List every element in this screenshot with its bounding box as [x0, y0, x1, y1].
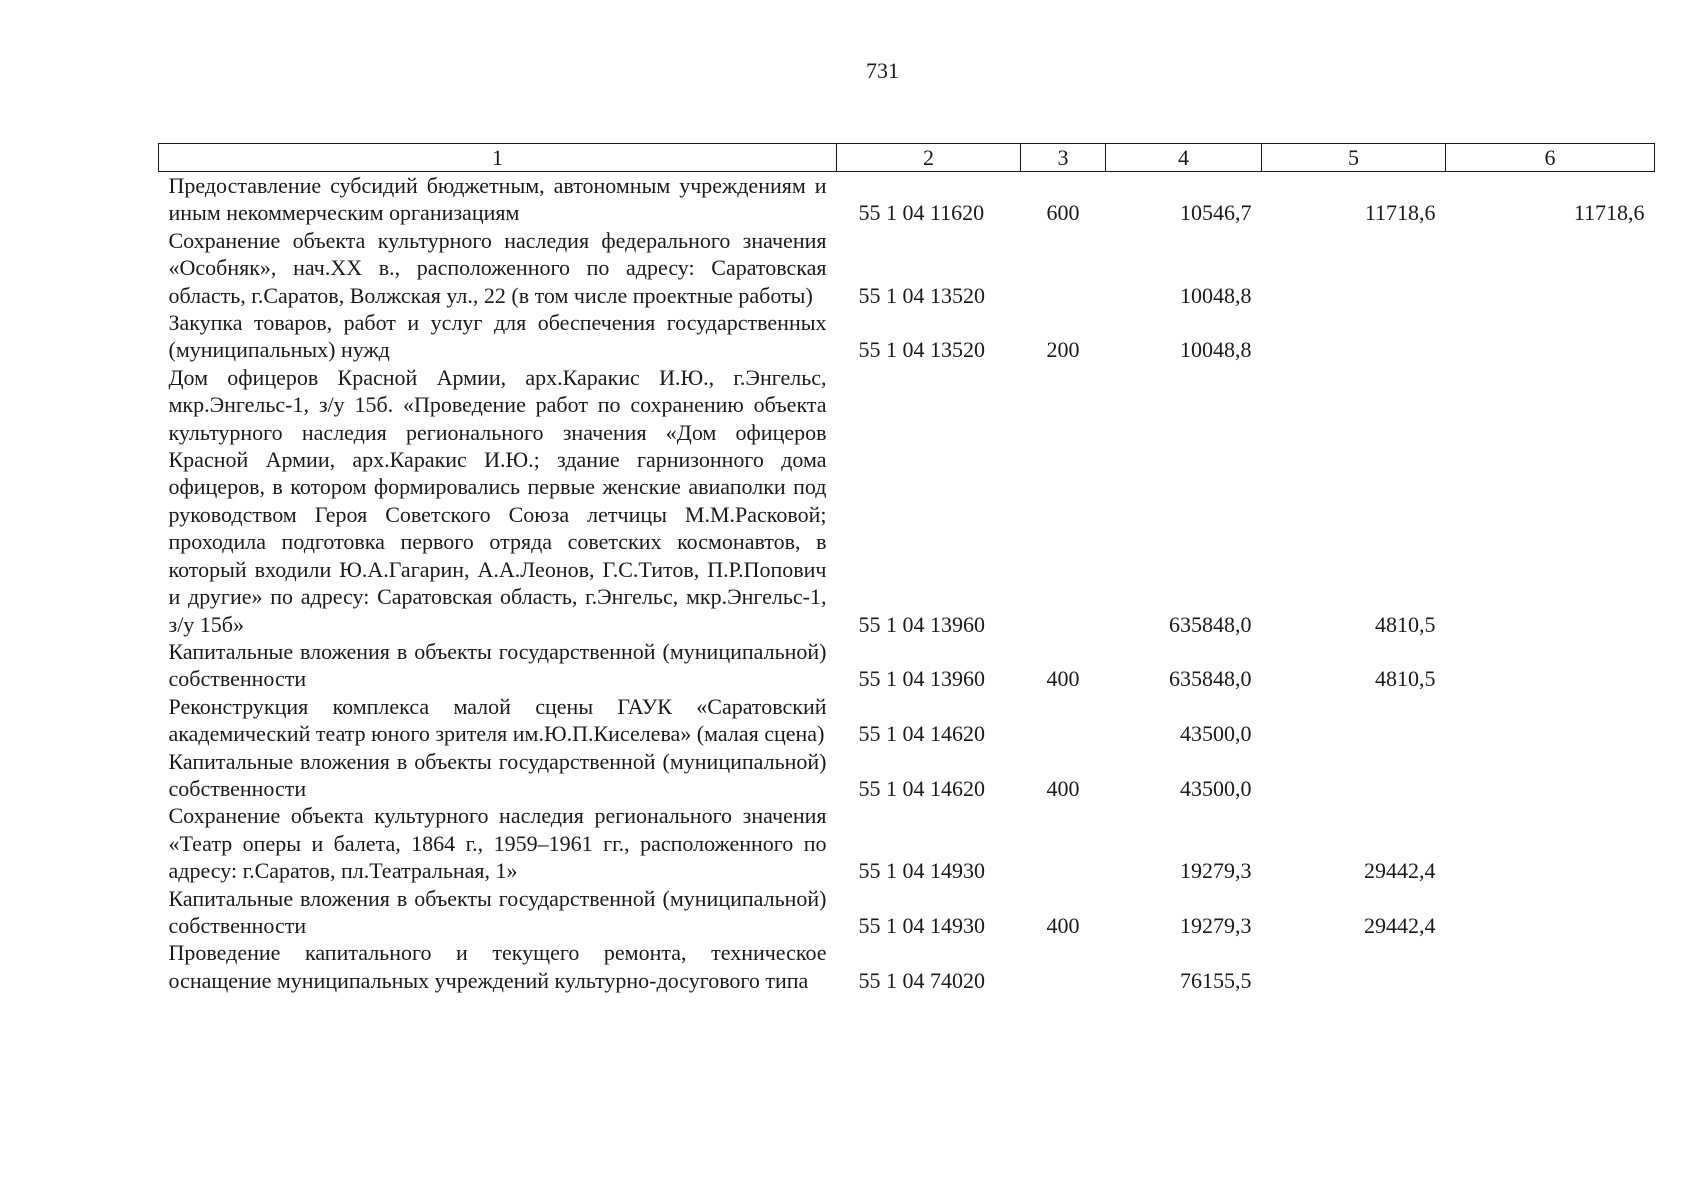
row-code: 55 1 04 11620	[858, 200, 985, 226]
row-value-4: 43500,0	[1180, 775, 1252, 801]
row-value-6	[1446, 748, 1655, 803]
table-row	[159, 364, 1655, 638]
table-body	[159, 172, 1655, 995]
header-col-1: 1	[159, 144, 837, 172]
row-value-6	[1446, 638, 1655, 693]
row-value-6	[1446, 802, 1655, 884]
row-description: Реконструкция комплекса малой сцены ГАУК «Саратовский академический театр юного зрителя им.Ю.П.Киселева» (малая сцена)	[168, 693, 827, 747]
row-value-5: 29442,4	[1364, 912, 1436, 938]
row-description: Дом офицеров Красной Армии, арх.Каракис И.Ю., г.Энгельс, мкр.Энгельс-1, з/у 15б. «Проведение работ по сохранению объекта культурного наследия регионального значения «Дом офицеров Красной Армии, арх.Каракис И.Ю.; здание гарнизонного дома офицеров, в котором формировались первые женские авиаполки под руководством Героя Советского Союза летчицы М.М.Расковой; проходила подготовка первого отряда советских космонавтов, в который входили Ю.А.Гагарин, А.А.Леонов, Г.С.Титов, П.Р.Попович и другие» по адресу: Саратовская область, г.Энгельс, мкр.Энгельс-1, з/у 15б»	[168, 364, 827, 637]
row-value-6	[1446, 885, 1655, 940]
row-type: 200	[1046, 337, 1080, 363]
row-code: 55 1 04 14620	[858, 721, 985, 747]
row-description: Закупка товаров, работ и услуг для обеспечения государственных (муниципальных) нужд	[168, 310, 827, 363]
row-code: 55 1 04 14930	[858, 912, 985, 938]
row-value-4: 10048,8	[1180, 337, 1252, 363]
row-value-4: 19279,3	[1180, 858, 1252, 884]
row-type: 600	[1046, 200, 1080, 226]
row-code: 55 1 04 13960	[858, 611, 985, 637]
row-description: Капитальные вложения в объекты государственной (муниципальной) собственности	[168, 748, 827, 801]
table-row	[159, 309, 1655, 364]
row-code: 55 1 04 74020	[858, 967, 985, 993]
row-value-6	[1446, 939, 1655, 994]
row-value-5	[1262, 309, 1446, 364]
row-description: Сохранение объекта культурного наследия регионального значения «Театр оперы и балета, 1864 г., 1959–1961 гг., расположенного по адресу: г.Саратов, пл.Театральная, 1»	[168, 803, 827, 884]
row-value-6	[1446, 693, 1655, 748]
row-value-6	[1446, 227, 1655, 309]
table-row	[159, 172, 1655, 227]
row-value-5: 29442,4	[1364, 858, 1436, 884]
row-type: 400	[1046, 912, 1080, 938]
row-type: 400	[1046, 666, 1080, 692]
row-code: 55 1 04 13520	[858, 337, 985, 363]
table-row	[159, 802, 1655, 884]
row-type: 400	[1046, 775, 1080, 801]
row-value-5: 11718,6	[1364, 200, 1436, 226]
row-code: 55 1 04 14930	[858, 858, 985, 884]
row-code: 55 1 04 13520	[858, 282, 985, 308]
table-header	[159, 144, 1655, 172]
row-type	[1021, 693, 1106, 748]
row-value-5: 4810,5	[1375, 611, 1436, 637]
page-number: 731	[866, 58, 899, 83]
header-col-2: 2	[837, 144, 1021, 172]
row-type	[1021, 939, 1106, 994]
row-code: 55 1 04 14620	[858, 775, 985, 801]
row-value-5	[1262, 693, 1446, 748]
table-row	[159, 939, 1655, 994]
row-value-5	[1262, 939, 1446, 994]
header-col-4: 4	[1106, 144, 1262, 172]
row-description: Проведение капитального и текущего ремонта, техническое оснащение муниципальных учреждений культурно-досугового типа	[168, 940, 827, 993]
row-value-6	[1446, 309, 1655, 364]
row-type	[1021, 227, 1106, 309]
header-col-6: 6	[1446, 144, 1655, 172]
row-type	[1021, 802, 1106, 884]
row-value-4: 10048,8	[1180, 282, 1252, 308]
row-value-6: 11718,6	[1573, 200, 1645, 226]
row-value-4: 19279,3	[1180, 912, 1252, 938]
table-row	[159, 638, 1655, 693]
row-description: Предоставление субсидий бюджетным, автономным учреждениям и иным некоммерческим организациям	[168, 173, 827, 226]
row-value-4: 76155,5	[1180, 967, 1252, 993]
table-row	[159, 693, 1655, 748]
header-col-5: 5	[1262, 144, 1446, 172]
header-col-3: 3	[1021, 144, 1106, 172]
header-row	[159, 144, 1655, 172]
row-value-4: 10546,7	[1180, 200, 1252, 226]
row-value-4: 635848,0	[1169, 611, 1252, 637]
table-row	[159, 227, 1655, 309]
row-description: Капитальные вложения в объекты государственной (муниципальной) собственности	[168, 885, 827, 938]
table-row	[159, 748, 1655, 803]
row-code: 55 1 04 13960	[858, 666, 985, 692]
row-value-6	[1446, 364, 1655, 638]
row-value-4: 43500,0	[1180, 721, 1252, 747]
table-row	[159, 885, 1655, 940]
row-description: Сохранение объекта культурного наследия федерального значения «Особняк», нач.XX в., расположенного по адресу: Саратовская область, г.Саратов, Волжская ул., 22 (в том числе проектные работы)	[168, 227, 827, 308]
row-type	[1021, 364, 1106, 638]
row-value-5	[1262, 227, 1446, 309]
row-value-5	[1262, 748, 1446, 803]
row-value-4: 635848,0	[1169, 666, 1252, 692]
row-value-5: 4810,5	[1375, 666, 1436, 692]
row-description: Капитальные вложения в объекты государственной (муниципальной) собственности	[168, 638, 827, 692]
budget-table	[158, 143, 1655, 994]
